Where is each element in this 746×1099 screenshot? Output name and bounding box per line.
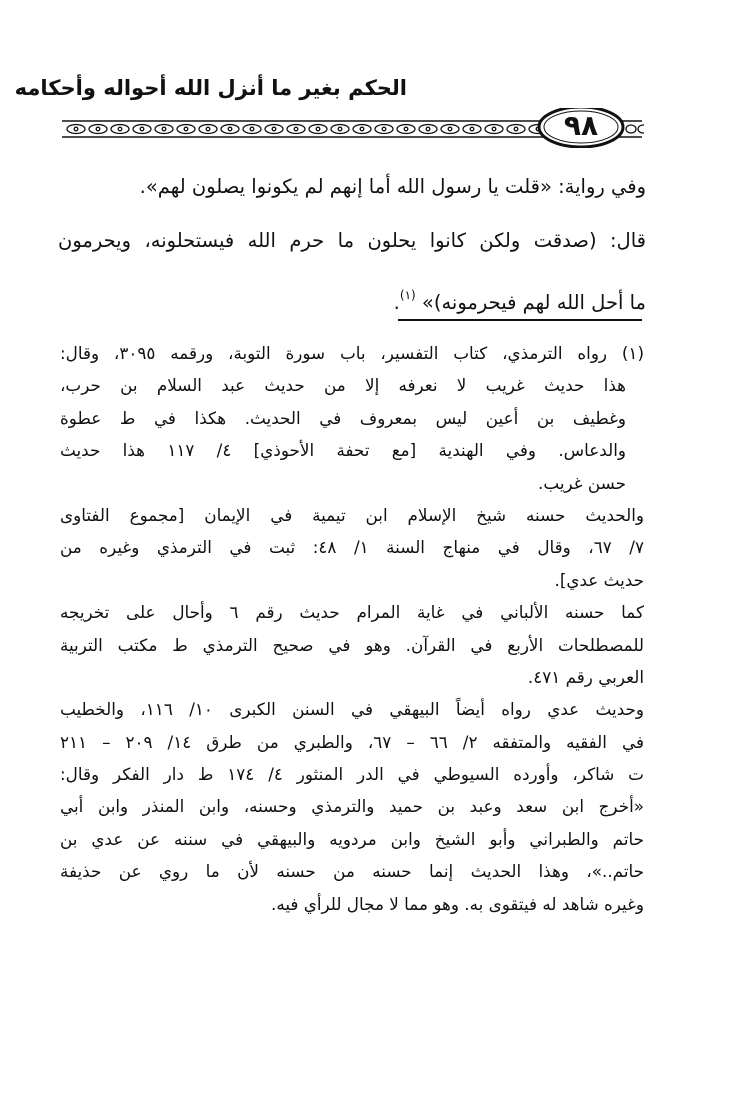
footnote-line: «أخرج ابن سعد وعبد بن حميد والترمذي وحسنه، وابن المنذر وابن أبي bbox=[60, 796, 644, 817]
footnote-line: هذا حديث غريب لا نعرفه إلا من حديث عبد السلام بن حرب، bbox=[60, 375, 626, 396]
running-title: الحكم بغير ما أنزل الله أحواله وأحكامه bbox=[14, 76, 407, 100]
footnote-line: العربي رقم ٤٧١. bbox=[527, 666, 644, 687]
footnote-line: للمصطلحات الأربع في القرآن. وهو في صحيح الترمذي ط مكتب التربية bbox=[60, 634, 644, 655]
footnote-line: كما حسنه الألباني في غاية المرام حديث رقم ٦ وأحال على تخريجه bbox=[60, 602, 644, 623]
footnote-line: ت شاكر، وأورده السيوطي في الدر المنثور ٤/ ١٧٤ ط دار الفكر وقال: bbox=[60, 764, 644, 785]
footnote-line: وغيره شاهد له فيتقوى به. وهو مما لا مجال للرأي فيه. bbox=[271, 893, 644, 914]
footnote-line: وحديث عدي رواه أيضاً البيهقي في السنن الكبرى ١٠/ ١١٦، والخطيب bbox=[60, 699, 644, 720]
footnote-line: حاتم والطبراني وأبو الشيخ وابن مردويه والبيهقي في سننه عن عدي بن bbox=[60, 828, 644, 849]
main-text-line: قال: (صدقت ولكن كانوا يحلون ما حرم الله فيستحلونه، ويحرمون bbox=[58, 229, 646, 252]
footnote-line: (١) رواه الترمذي، كتاب التفسير، باب سورة التوبة، ورقمه ٣٠٩٥، وقال: bbox=[60, 343, 644, 363]
footnote-line: حديث عدي]. bbox=[554, 569, 644, 590]
main-text-line: ما أحل الله لهم فيحرمونه)» $^{(١)}$. bbox=[393, 288, 646, 314]
footnote-line: حسن غريب. bbox=[538, 472, 626, 493]
footnote-reference: (١) bbox=[399, 288, 416, 302]
footnotes bbox=[60, 337, 644, 920]
main-text-line: وفي رواية: «قلت يا رسول الله أما إنهم لم يكونوا يصلون لهم». bbox=[139, 175, 646, 198]
page-number: ٩٨ bbox=[563, 108, 599, 142]
footnote-line: حاتم..»، وهذا الحديث إنما حسنه من حسنه لأن ما روي عن حذيفة bbox=[60, 861, 644, 882]
main-text bbox=[58, 160, 646, 322]
footnote-line: وغطيف بن أعين ليس بمعروف في الحديث. هكذا في ط عطوة bbox=[60, 407, 626, 428]
footnote-line: والدعاس. وفي الهندية [مع تحفة الأحوذي] ٤/ ١١٧ هذا حديث bbox=[60, 440, 626, 461]
footnote-line: في الفقيه والمتفقه ٢/ ٦٦ – ٦٧، والطبري من طرق ١٤/ ٢٠٩ – ٢١١ bbox=[60, 731, 644, 752]
footnote-line: ٧/ ٦٧، وقال في منهاج السنة ١/ ٤٨: ثبت في الترمذي وغيره من bbox=[60, 537, 644, 558]
footnote-line: والحديث حسنه شيخ الإسلام ابن تيمية في الإيمان [مجموع الفتاوى bbox=[60, 504, 644, 525]
footnote-divider bbox=[398, 319, 642, 321]
